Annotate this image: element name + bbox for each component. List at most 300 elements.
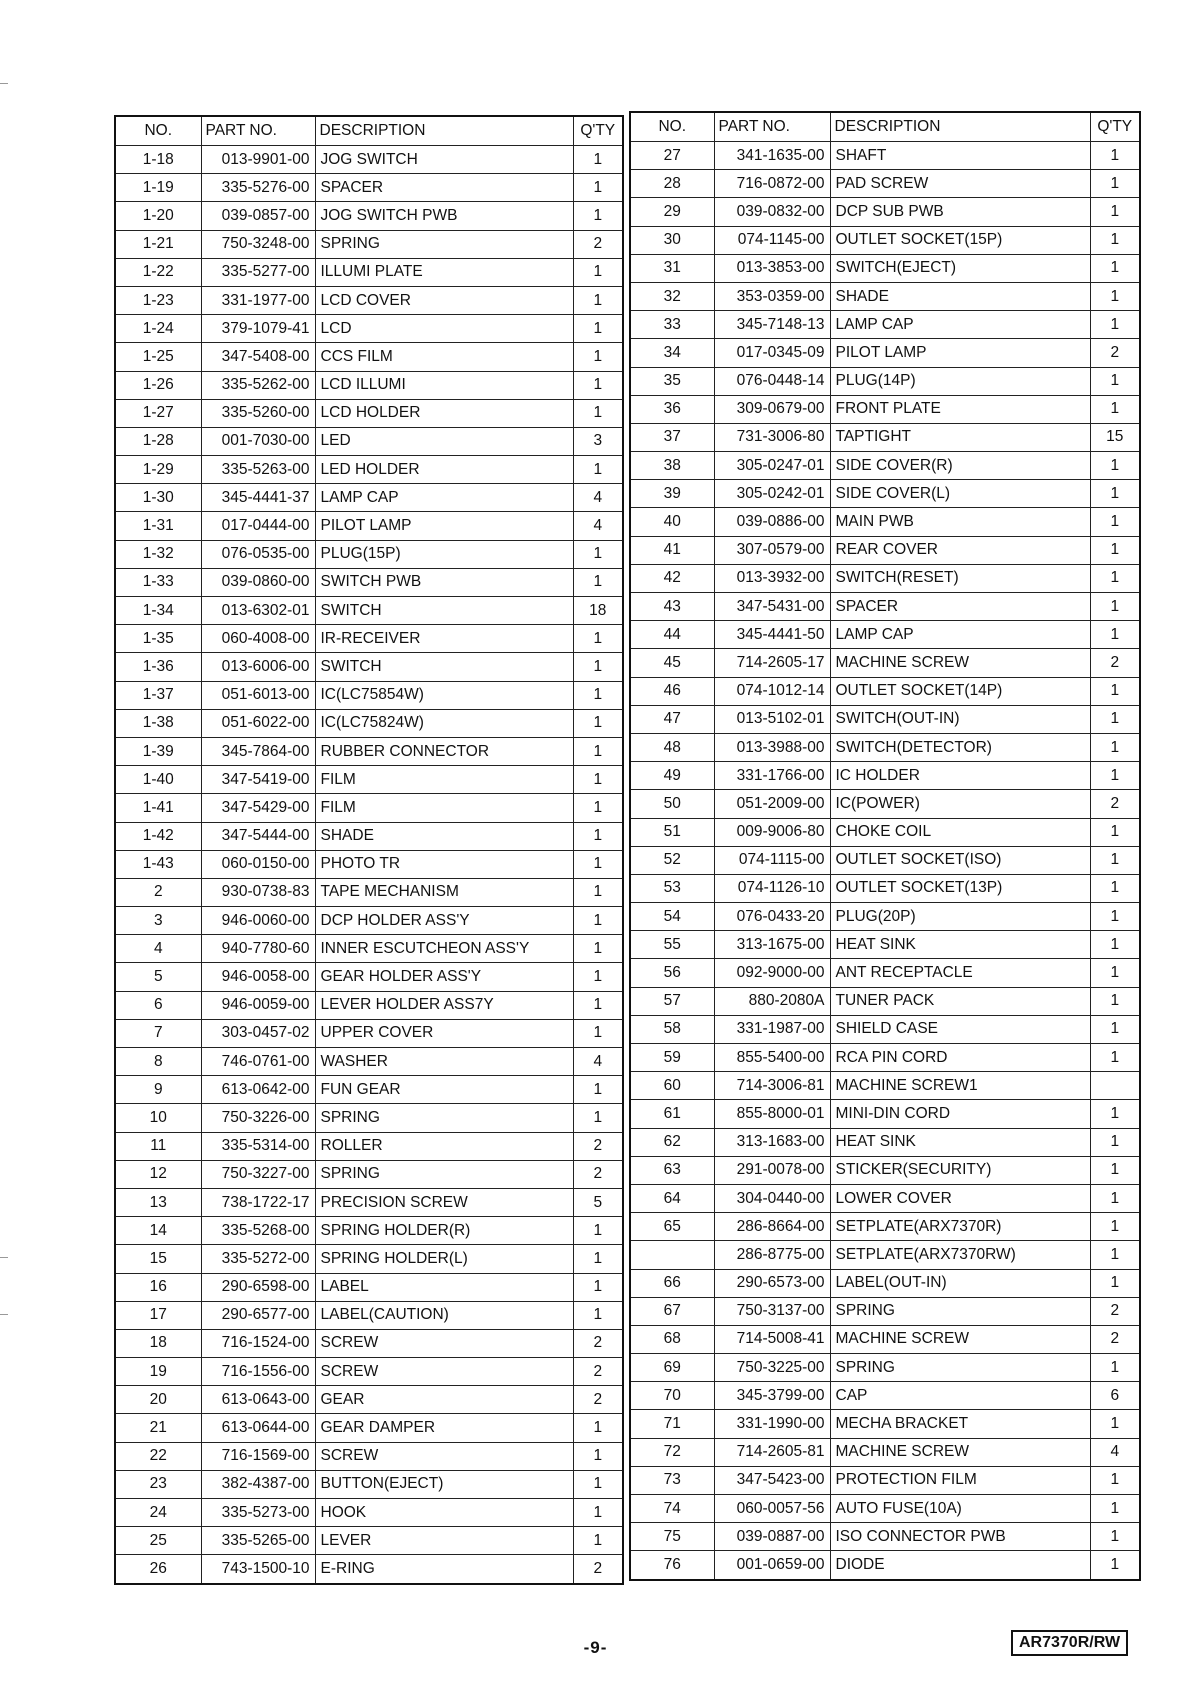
cell-qty: 1 xyxy=(1090,480,1140,508)
cell-part-no: 335-5263-00 xyxy=(201,456,315,484)
cell-description: IR-RECEIVER xyxy=(315,625,573,653)
cell-qty: 18 xyxy=(573,597,623,625)
table-row xyxy=(630,903,1140,931)
cell-qty: 1 xyxy=(573,963,623,991)
cell-description: LCD HOLDER xyxy=(315,399,573,427)
cell-qty: 1 xyxy=(573,1245,623,1273)
cell-item-no: 32 xyxy=(630,282,714,310)
cell-item-no: 15 xyxy=(115,1245,201,1273)
table-row xyxy=(630,1128,1140,1156)
cell-description: LCD ILLUMI xyxy=(315,371,573,399)
cell-part-no: 013-5102-01 xyxy=(714,705,830,733)
cell-qty xyxy=(1090,1072,1140,1100)
cell-item-no: 5 xyxy=(115,963,201,991)
cell-qty: 1 xyxy=(573,1217,623,1245)
table-row xyxy=(630,1241,1140,1269)
column-header-description: DESCRIPTION xyxy=(830,112,1090,142)
cell-item-no: 1-42 xyxy=(115,822,201,850)
cell-part-no: 613-0644-00 xyxy=(201,1414,315,1442)
cell-description: SPACER xyxy=(830,593,1090,621)
cell-qty: 1 xyxy=(1090,1015,1140,1043)
cell-item-no: 50 xyxy=(630,790,714,818)
table-row xyxy=(115,1076,623,1104)
cell-item-no: 28 xyxy=(630,170,714,198)
cell-item-no: 1-26 xyxy=(115,371,201,399)
column-header-part-no: PART NO. xyxy=(714,112,830,142)
table-row xyxy=(630,762,1140,790)
cell-part-no: 940-7780-60 xyxy=(201,935,315,963)
cell-description: IC(LC75854W) xyxy=(315,681,573,709)
cell-item-no: 41 xyxy=(630,536,714,564)
cell-part-no: 013-6006-00 xyxy=(201,653,315,681)
cell-item-no xyxy=(630,1241,714,1269)
cell-item-no: 19 xyxy=(115,1358,201,1386)
cell-qty: 1 xyxy=(573,935,623,963)
cell-description: CAP xyxy=(830,1382,1090,1410)
cell-item-no: 22 xyxy=(115,1442,201,1470)
cell-part-no: 290-6598-00 xyxy=(201,1273,315,1301)
cell-qty: 2 xyxy=(1090,649,1140,677)
cell-qty: 1 xyxy=(573,681,623,709)
cell-qty: 1 xyxy=(573,991,623,1019)
cell-description: SWITCH(DETECTOR) xyxy=(830,733,1090,761)
table-row xyxy=(115,1527,623,1555)
cell-part-no: 335-5265-00 xyxy=(201,1527,315,1555)
cell-item-no: 65 xyxy=(630,1213,714,1241)
cell-qty: 2 xyxy=(573,1329,623,1357)
table-row xyxy=(630,1156,1140,1184)
cell-description: MACHINE SCREW xyxy=(830,1325,1090,1353)
cell-description: PLUG(14P) xyxy=(830,367,1090,395)
cell-description: SWITCH(OUT-IN) xyxy=(830,705,1090,733)
cell-description: SPRING xyxy=(315,230,573,258)
table-row xyxy=(115,399,623,427)
table-row xyxy=(630,282,1140,310)
cell-item-no: 57 xyxy=(630,987,714,1015)
cell-item-no: 73 xyxy=(630,1466,714,1494)
table-row xyxy=(115,935,623,963)
table-row xyxy=(115,286,623,314)
table-row xyxy=(115,1358,623,1386)
cell-item-no: 2 xyxy=(115,878,201,906)
cell-item-no: 1-39 xyxy=(115,737,201,765)
cell-item-no: 31 xyxy=(630,254,714,282)
cell-qty: 1 xyxy=(1090,170,1140,198)
cell-qty: 1 xyxy=(573,653,623,681)
cell-description: FILM xyxy=(315,794,573,822)
cell-item-no: 17 xyxy=(115,1301,201,1329)
table-row xyxy=(630,480,1140,508)
cell-qty: 15 xyxy=(1090,423,1140,451)
table-row xyxy=(630,818,1140,846)
cell-qty: 1 xyxy=(573,399,623,427)
cell-qty: 1 xyxy=(573,315,623,343)
cell-description: SIDE COVER(R) xyxy=(830,452,1090,480)
cell-part-no: 076-0433-20 xyxy=(714,903,830,931)
cell-part-no: 013-3988-00 xyxy=(714,733,830,761)
table-row xyxy=(630,339,1140,367)
cell-description: SHIELD CASE xyxy=(830,1015,1090,1043)
column-header-description: DESCRIPTION xyxy=(315,116,573,146)
table-row xyxy=(115,1132,623,1160)
cell-qty: 1 xyxy=(573,850,623,878)
table-row xyxy=(630,311,1140,339)
cell-qty: 1 xyxy=(573,343,623,371)
table-row xyxy=(630,621,1140,649)
cell-item-no: 23 xyxy=(115,1470,201,1498)
table-row xyxy=(630,593,1140,621)
cell-item-no: 1-24 xyxy=(115,315,201,343)
cell-description: MINI-DIN CORD xyxy=(830,1100,1090,1128)
cell-item-no: 48 xyxy=(630,733,714,761)
table-row xyxy=(115,878,623,906)
cell-item-no: 76 xyxy=(630,1551,714,1580)
table-row xyxy=(630,677,1140,705)
cell-item-no: 61 xyxy=(630,1100,714,1128)
cell-qty: 1 xyxy=(1090,1213,1140,1241)
cell-part-no: 347-5429-00 xyxy=(201,794,315,822)
cell-description: SPACER xyxy=(315,174,573,202)
cell-part-no: 347-5431-00 xyxy=(714,593,830,621)
cell-description: DCP HOLDER ASS'Y xyxy=(315,907,573,935)
cell-qty: 1 xyxy=(1090,1354,1140,1382)
cell-part-no: 013-6302-01 xyxy=(201,597,315,625)
cell-part-no: 076-0535-00 xyxy=(201,540,315,568)
table-row xyxy=(630,423,1140,451)
cell-qty: 2 xyxy=(1090,790,1140,818)
cell-description: SPRING HOLDER(R) xyxy=(315,1217,573,1245)
cell-part-no: 347-5408-00 xyxy=(201,343,315,371)
table-row xyxy=(115,597,623,625)
cell-part-no: 347-5419-00 xyxy=(201,766,315,794)
cell-description: PLUG(15P) xyxy=(315,540,573,568)
cell-part-no: 335-5314-00 xyxy=(201,1132,315,1160)
cell-part-no: 303-0457-02 xyxy=(201,1019,315,1047)
cell-description: SIDE COVER(L) xyxy=(830,480,1090,508)
table-row xyxy=(115,1470,623,1498)
cell-item-no: 63 xyxy=(630,1156,714,1184)
cell-qty: 1 xyxy=(1090,733,1140,761)
cell-qty: 1 xyxy=(1090,142,1140,170)
cell-item-no: 25 xyxy=(115,1527,201,1555)
cell-item-no: 34 xyxy=(630,339,714,367)
table-row xyxy=(630,790,1140,818)
cell-qty: 1 xyxy=(1090,1044,1140,1072)
cell-description: FILM xyxy=(315,766,573,794)
cell-qty: 1 xyxy=(573,1076,623,1104)
cell-qty: 1 xyxy=(1090,987,1140,1015)
cell-description: PLUG(20P) xyxy=(830,903,1090,931)
cell-qty: 1 xyxy=(1090,564,1140,592)
table-row xyxy=(630,649,1140,677)
cell-part-no: 331-1977-00 xyxy=(201,286,315,314)
cell-part-no: 060-4008-00 xyxy=(201,625,315,653)
cell-description: ILLUMI PLATE xyxy=(315,258,573,286)
cell-description: PRECISION SCREW xyxy=(315,1188,573,1216)
cell-description: LEVER xyxy=(315,1527,573,1555)
cell-part-no: 716-1524-00 xyxy=(201,1329,315,1357)
cell-part-no: 382-4387-00 xyxy=(201,1470,315,1498)
cell-qty: 1 xyxy=(573,878,623,906)
cell-qty: 1 xyxy=(1090,1523,1140,1551)
cell-qty: 1 xyxy=(1090,1466,1140,1494)
cell-item-no: 11 xyxy=(115,1132,201,1160)
cell-item-no: 29 xyxy=(630,198,714,226)
table-row xyxy=(115,1104,623,1132)
cell-description: PILOT LAMP xyxy=(315,512,573,540)
table-row xyxy=(115,709,623,737)
table-row xyxy=(630,367,1140,395)
cell-item-no: 59 xyxy=(630,1044,714,1072)
cell-part-no: 335-5273-00 xyxy=(201,1499,315,1527)
cell-description: SHADE xyxy=(315,822,573,850)
scan-mark xyxy=(0,1257,8,1258)
cell-item-no: 1-33 xyxy=(115,568,201,596)
cell-qty: 1 xyxy=(1090,1241,1140,1269)
table-row xyxy=(630,1410,1140,1438)
cell-description: TAPTIGHT xyxy=(830,423,1090,451)
cell-part-no: 060-0150-00 xyxy=(201,850,315,878)
table-row xyxy=(630,170,1140,198)
table-row xyxy=(115,202,623,230)
cell-item-no: 4 xyxy=(115,935,201,963)
cell-description: CHOKE COIL xyxy=(830,818,1090,846)
table-row xyxy=(630,1354,1140,1382)
cell-item-no: 1-18 xyxy=(115,146,201,174)
cell-description: PAD SCREW xyxy=(830,170,1090,198)
table-row xyxy=(630,1100,1140,1128)
cell-part-no: 331-1987-00 xyxy=(714,1015,830,1043)
cell-description: ANT RECEPTACLE xyxy=(830,959,1090,987)
cell-description: SETPLATE(ARX7370RW) xyxy=(830,1241,1090,1269)
cell-part-no: 286-8775-00 xyxy=(714,1241,830,1269)
cell-part-no: 716-1556-00 xyxy=(201,1358,315,1386)
cell-description: UPPER COVER xyxy=(315,1019,573,1047)
cell-part-no: 286-8664-00 xyxy=(714,1213,830,1241)
cell-qty: 5 xyxy=(573,1188,623,1216)
cell-item-no: 1-43 xyxy=(115,850,201,878)
cell-part-no: 750-3225-00 xyxy=(714,1354,830,1382)
cell-item-no: 75 xyxy=(630,1523,714,1551)
cell-item-no: 43 xyxy=(630,593,714,621)
cell-qty: 1 xyxy=(573,568,623,596)
cell-qty: 1 xyxy=(1090,1100,1140,1128)
cell-description: REAR COVER xyxy=(830,536,1090,564)
cell-description: SETPLATE(ARX7370R) xyxy=(830,1213,1090,1241)
table-row xyxy=(630,142,1140,170)
cell-part-no: 305-0247-01 xyxy=(714,452,830,480)
cell-part-no: 074-1115-00 xyxy=(714,846,830,874)
cell-part-no: 345-7864-00 xyxy=(201,737,315,765)
cell-part-no: 290-6573-00 xyxy=(714,1269,830,1297)
cell-qty: 1 xyxy=(1090,677,1140,705)
cell-item-no: 14 xyxy=(115,1217,201,1245)
table-row xyxy=(115,1217,623,1245)
cell-item-no: 1-20 xyxy=(115,202,201,230)
table-row xyxy=(115,512,623,540)
cell-description: SPRING xyxy=(830,1297,1090,1325)
cell-part-no: 313-1683-00 xyxy=(714,1128,830,1156)
cell-description: STICKER(SECURITY) xyxy=(830,1156,1090,1184)
cell-part-no: 009-9006-80 xyxy=(714,818,830,846)
cell-description: GEAR HOLDER ASS'Y xyxy=(315,963,573,991)
cell-item-no: 1-19 xyxy=(115,174,201,202)
cell-item-no: 1-40 xyxy=(115,766,201,794)
table-row xyxy=(115,794,623,822)
cell-description: MECHA BRACKET xyxy=(830,1410,1090,1438)
cell-description: LEVER HOLDER ASS7Y xyxy=(315,991,573,1019)
table-row xyxy=(630,1325,1140,1353)
cell-part-no: 345-4441-37 xyxy=(201,484,315,512)
cell-part-no: 746-0761-00 xyxy=(201,1048,315,1076)
column-header-part-no: PART NO. xyxy=(201,116,315,146)
cell-part-no: 750-3226-00 xyxy=(201,1104,315,1132)
cell-part-no: 039-0860-00 xyxy=(201,568,315,596)
cell-part-no: 743-1500-10 xyxy=(201,1555,315,1584)
cell-description: SPRING HOLDER(L) xyxy=(315,1245,573,1273)
cell-description: SPRING xyxy=(315,1160,573,1188)
scan-mark xyxy=(0,1314,8,1315)
cell-part-no: 613-0642-00 xyxy=(201,1076,315,1104)
cell-item-no: 20 xyxy=(115,1386,201,1414)
cell-item-no: 1-29 xyxy=(115,456,201,484)
cell-part-no: 313-1675-00 xyxy=(714,931,830,959)
table-row xyxy=(630,874,1140,902)
cell-part-no: 331-1990-00 xyxy=(714,1410,830,1438)
cell-qty: 1 xyxy=(573,822,623,850)
cell-description: SWITCH(RESET) xyxy=(830,564,1090,592)
cell-qty: 2 xyxy=(1090,339,1140,367)
cell-item-no: 1-28 xyxy=(115,427,201,455)
cell-part-no: 335-5262-00 xyxy=(201,371,315,399)
cell-item-no: 33 xyxy=(630,311,714,339)
cell-qty: 4 xyxy=(1090,1438,1140,1466)
table-row xyxy=(630,1072,1140,1100)
cell-qty: 1 xyxy=(573,1104,623,1132)
cell-description: ISO CONNECTOR PWB xyxy=(830,1523,1090,1551)
table-row xyxy=(115,371,623,399)
cell-qty: 1 xyxy=(573,1301,623,1329)
cell-part-no: 379-1079-41 xyxy=(201,315,315,343)
cell-item-no: 36 xyxy=(630,395,714,423)
cell-qty: 2 xyxy=(573,1358,623,1386)
table-row xyxy=(115,907,623,935)
cell-description: SWITCH xyxy=(315,597,573,625)
cell-qty: 1 xyxy=(573,146,623,174)
table-row xyxy=(630,733,1140,761)
cell-description: SPRING xyxy=(315,1104,573,1132)
cell-description: OUTLET SOCKET(13P) xyxy=(830,874,1090,902)
model-number-label: AR7370R/RW xyxy=(1011,1630,1128,1656)
cell-item-no: 54 xyxy=(630,903,714,931)
cell-description: LOWER COVER xyxy=(830,1184,1090,1212)
cell-description: WASHER xyxy=(315,1048,573,1076)
cell-description: LAMP CAP xyxy=(830,311,1090,339)
cell-part-no: 305-0242-01 xyxy=(714,480,830,508)
cell-part-no: 051-6013-00 xyxy=(201,681,315,709)
table-row xyxy=(115,653,623,681)
table-row xyxy=(115,1188,623,1216)
cell-description: LABEL xyxy=(315,1273,573,1301)
cell-item-no: 51 xyxy=(630,818,714,846)
cell-description: DIODE xyxy=(830,1551,1090,1580)
cell-item-no: 1-37 xyxy=(115,681,201,709)
cell-qty: 1 xyxy=(1090,1410,1140,1438)
cell-part-no: 731-3006-80 xyxy=(714,423,830,451)
cell-part-no: 039-0832-00 xyxy=(714,198,830,226)
cell-description: IC HOLDER xyxy=(830,762,1090,790)
cell-part-no: 714-2605-17 xyxy=(714,649,830,677)
cell-description: RCA PIN CORD xyxy=(830,1044,1090,1072)
table-row xyxy=(630,1297,1140,1325)
cell-qty: 2 xyxy=(573,1386,623,1414)
cell-item-no: 1-38 xyxy=(115,709,201,737)
table-row xyxy=(115,681,623,709)
cell-part-no: 039-0857-00 xyxy=(201,202,315,230)
cell-description: PILOT LAMP xyxy=(830,339,1090,367)
cell-part-no: 716-0872-00 xyxy=(714,170,830,198)
cell-qty: 1 xyxy=(1090,367,1140,395)
cell-description: PROTECTION FILM xyxy=(830,1466,1090,1494)
table-row xyxy=(115,991,623,1019)
cell-part-no: 345-4441-50 xyxy=(714,621,830,649)
cell-item-no: 13 xyxy=(115,1188,201,1216)
cell-part-no: 051-2009-00 xyxy=(714,790,830,818)
cell-description: LABEL(OUT-IN) xyxy=(830,1269,1090,1297)
cell-description: IC(POWER) xyxy=(830,790,1090,818)
cell-item-no: 40 xyxy=(630,508,714,536)
cell-description: MACHINE SCREW xyxy=(830,1438,1090,1466)
cell-qty: 1 xyxy=(1090,1269,1140,1297)
cell-qty: 3 xyxy=(573,427,623,455)
cell-description: AUTO FUSE(10A) xyxy=(830,1495,1090,1523)
cell-description: TUNER PACK xyxy=(830,987,1090,1015)
cell-part-no: 304-0440-00 xyxy=(714,1184,830,1212)
cell-part-no: 347-5444-00 xyxy=(201,822,315,850)
cell-part-no: 013-9901-00 xyxy=(201,146,315,174)
cell-qty: 1 xyxy=(573,286,623,314)
cell-item-no: 1-35 xyxy=(115,625,201,653)
table-row xyxy=(115,1273,623,1301)
cell-qty: 2 xyxy=(573,1132,623,1160)
cell-description: SCREW xyxy=(315,1358,573,1386)
cell-description: LED xyxy=(315,427,573,455)
cell-qty: 1 xyxy=(1090,198,1140,226)
table-row xyxy=(630,395,1140,423)
cell-qty: 1 xyxy=(573,1414,623,1442)
table-row xyxy=(630,1466,1140,1494)
cell-qty: 1 xyxy=(573,625,623,653)
cell-item-no: 62 xyxy=(630,1128,714,1156)
cell-part-no: 347-5423-00 xyxy=(714,1466,830,1494)
table-row xyxy=(630,1382,1140,1410)
cell-part-no: 074-1012-14 xyxy=(714,677,830,705)
cell-item-no: 1-27 xyxy=(115,399,201,427)
table-row xyxy=(630,536,1140,564)
cell-item-no: 1-36 xyxy=(115,653,201,681)
cell-description: JOG SWITCH xyxy=(315,146,573,174)
cell-part-no: 714-5008-41 xyxy=(714,1325,830,1353)
table-row xyxy=(630,705,1140,733)
cell-item-no: 53 xyxy=(630,874,714,902)
cell-description: SWITCH xyxy=(315,653,573,681)
cell-item-no: 1-30 xyxy=(115,484,201,512)
cell-part-no: 750-3227-00 xyxy=(201,1160,315,1188)
cell-qty: 1 xyxy=(1090,311,1140,339)
cell-qty: 1 xyxy=(573,1499,623,1527)
cell-description: LAMP CAP xyxy=(830,621,1090,649)
table-row xyxy=(115,625,623,653)
